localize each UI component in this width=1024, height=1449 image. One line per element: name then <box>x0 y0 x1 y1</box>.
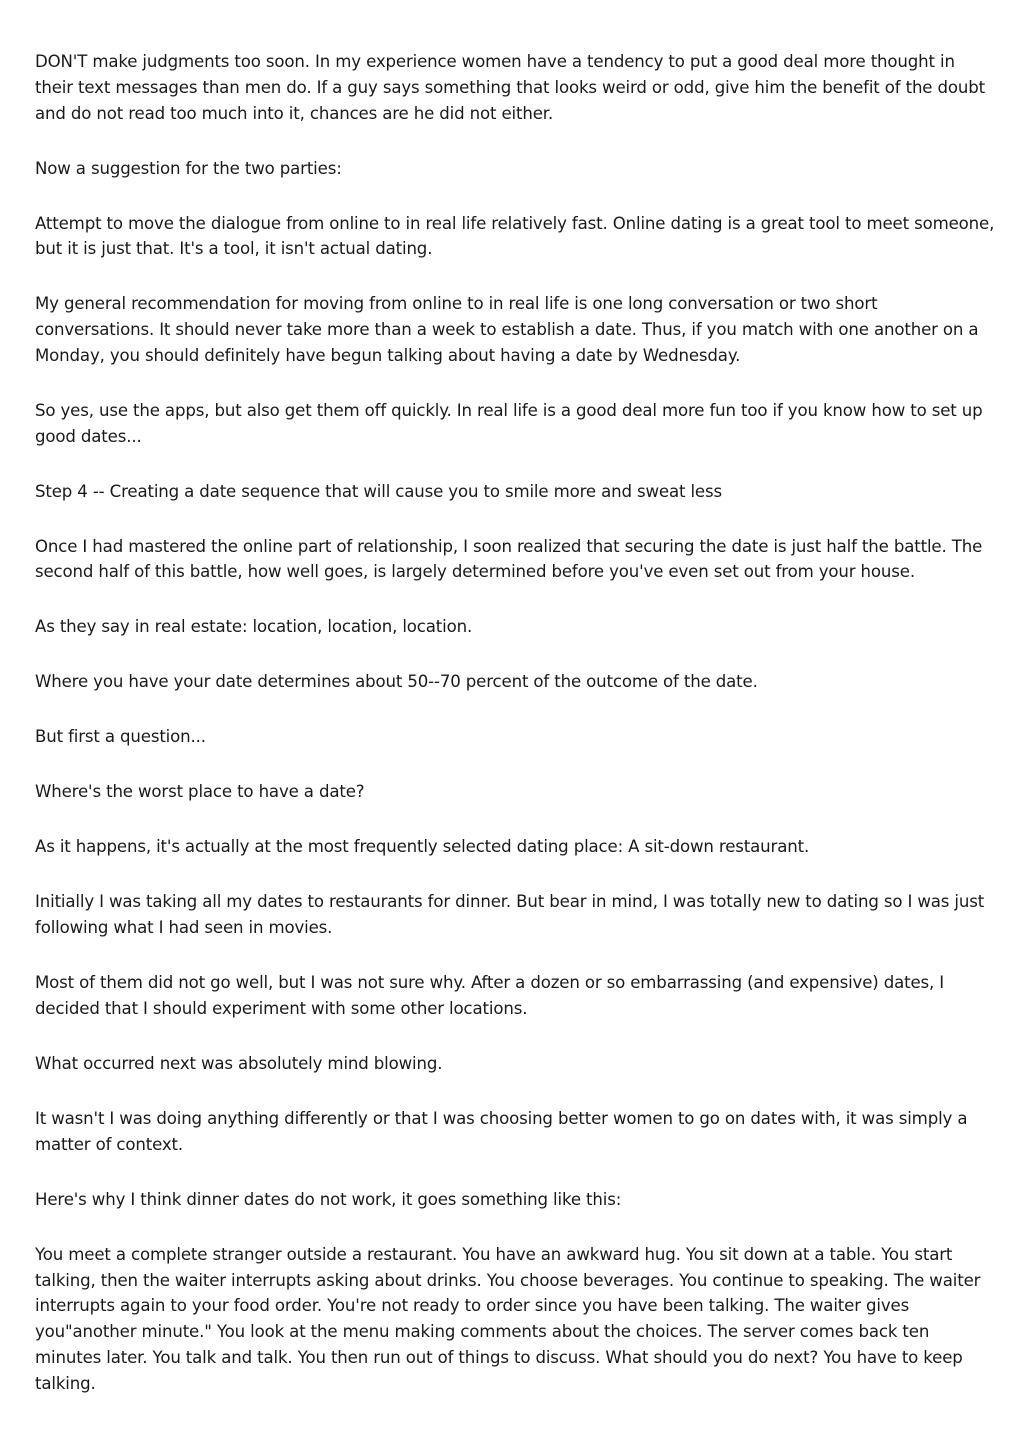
paragraph-judgments: DON'T make judgments too soon. In my experience women have a tendency to put a good deal more thought in their text messages than men do. If a guy says something that looks weird or odd, give him the benefit of the doubt and do not read too much into it, chances are he did not either. <box>35 52 985 123</box>
paragraph-context: It wasn't I was doing anything differently or that I was choosing better women to go on dates with, it was simply a matter of context. <box>35 1108 968 1154</box>
paragraph-why-dinner: Here's why I think dinner dates do not work, it goes something like this: <box>35 1189 622 1209</box>
paragraph-online-mastered: Once I had mastered the online part of relationship, I soon realized that securing the date is just half the battle. The second half of this battle, how well goes, is largely determined before you've even set out from your house. <box>35 536 983 582</box>
paragraph-move-dialogue: Attempt to move the dialogue from online to in real life relatively fast. Online dating is a great tool to meet someone, but it is just that. It's a tool, it isn't actual dating. <box>35 213 995 259</box>
paragraph-real-estate: As they say in real estate: location, location, location. <box>35 617 473 637</box>
paragraph-step-4-heading: Step 4 -- Creating a date sequence that will cause you to smile more and sweat less <box>35 481 722 501</box>
paragraph-recommendation: My general recommendation for moving from online to in real life is one long conversation or two short conversations. It should never take more than a week to establish a date. Thus, if you match with one another on a Monday, you should definitely have begun talking about having a date by Wednesday. <box>35 294 979 365</box>
paragraph-outcome-percent: Where you have your date determines about 50--70 percent of the outcome of the date. <box>35 672 758 692</box>
paragraph-worst-place: Where's the worst place to have a date? <box>35 782 365 802</box>
paragraph-suggestion: Now a suggestion for the two parties: <box>35 158 342 178</box>
document-body <box>35 49 995 1426</box>
paragraph-initially: Initially I was taking all my dates to restaurants for dinner. But bear in mind, I was totally new to dating so I was just following what I had seen in movies. <box>35 892 985 938</box>
paragraph-first-question: But first a question... <box>35 727 206 747</box>
paragraph-use-apps: So yes, use the apps, but also get them off quickly. In real life is a good deal more fun too if you know how to set up good dates... <box>35 400 983 446</box>
paragraph-mind-blowing: What occurred next was absolutely mind blowing. <box>35 1053 443 1073</box>
paragraph-did-not-go-well: Most of them did not go well, but I was not sure why. After a dozen or so embarrassing (and expensive) dates, I decided that I should experiment with some other locations. <box>35 973 945 1018</box>
paragraph-sit-down-restaurant: As it happens, it's actually at the most frequently selected dating place: A sit-down restaurant. <box>35 837 810 857</box>
paragraph-stranger-restaurant: You meet a complete stranger outside a restaurant. You have an awkward hug. You sit down at a table. You start talking, then the waiter interrupts asking about drinks. You choose beverages. You continue to speaking. The waiter interrupts again to your food order. You're not ready to order since you have been talking. The waiter gives you"another minute." You look at the menu making comments about the choices. The server comes back ten minutes later. You talk and talk. You then run out of things to discuss. What should you do next? You have to keep talking. <box>35 1244 981 1393</box>
